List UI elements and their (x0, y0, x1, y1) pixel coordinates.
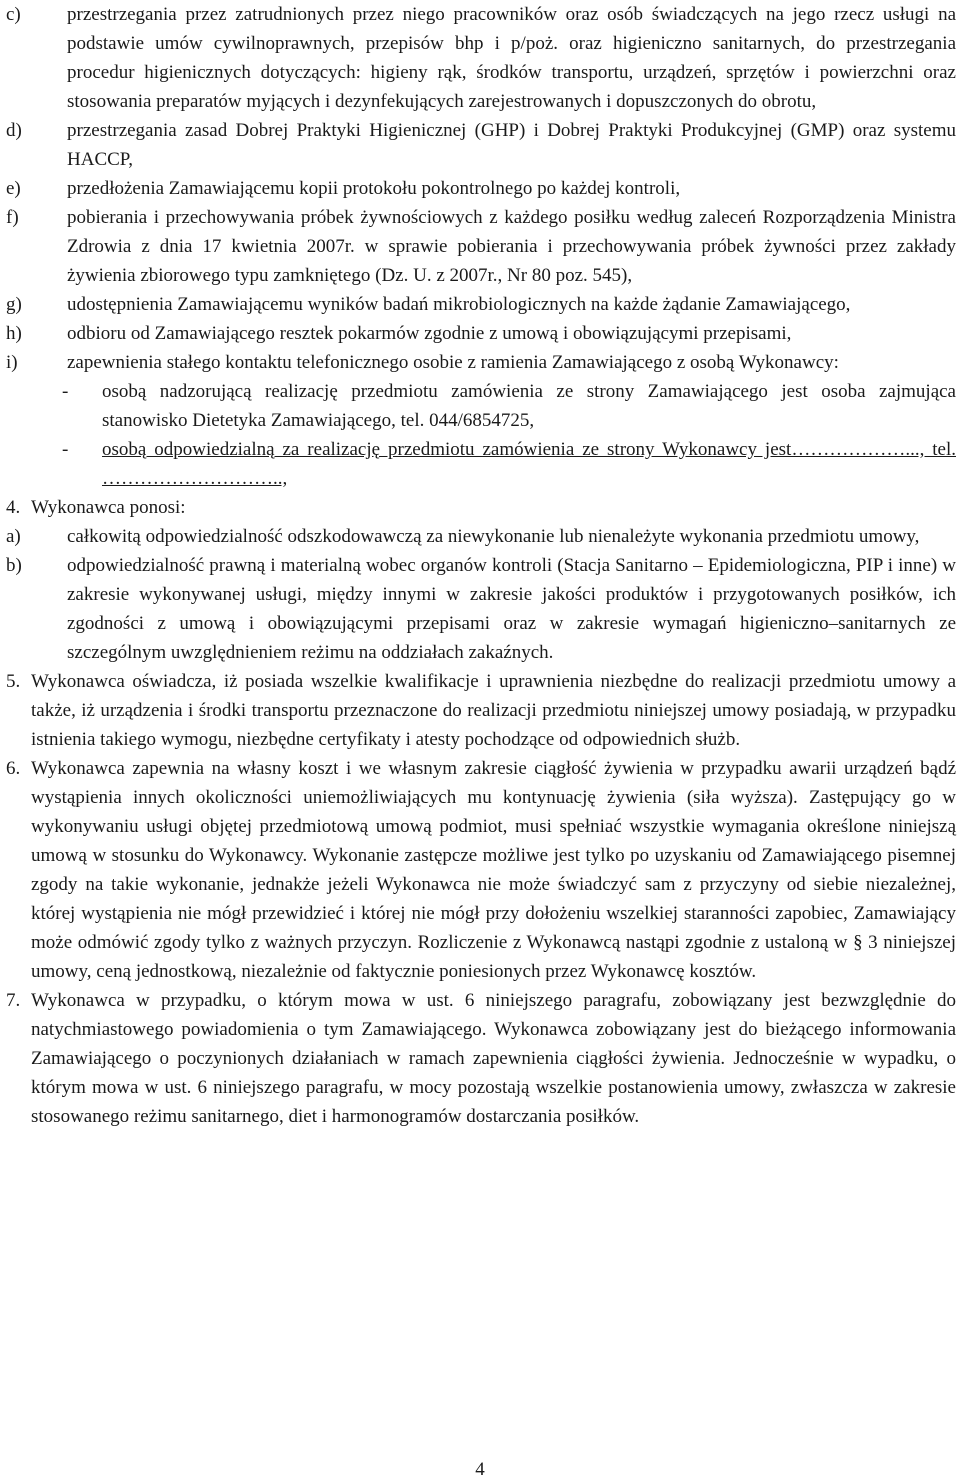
item-label: - (62, 439, 69, 460)
item-label: d) (6, 120, 22, 141)
item-text: przedłożenia Zamawiającemu kopii protokołu pokontrolnego po każdej kontroli, (67, 178, 681, 199)
item-label: b) (6, 555, 22, 576)
dash-item (6, 435, 956, 493)
dash-item (6, 377, 956, 435)
item-text: osobą nadzorującą realizację przedmiotu zamówienia ze strony Zamawiającego jest osoba zajmująca stanowisko Dietetyka Zamawiającego, tel. 044/6854725, (102, 381, 956, 431)
item-label: 6. (6, 758, 21, 779)
item-text: Wykonawca zapewnia na własny koszt i we własnym zakresie ciągłość żywienia w przypadku awarii urządzeń bądź wystąpienia innych okoliczności uniemożliwiających mu kontynuację żywienia (siła wyższa). Zastępujący go w wykonywaniu usługi objętej przedmiotową umową podmiot, musi spełniać wszystkie wymagania określone niniejszą umową w stosunku do Wykonawcy. Wykonanie zastępcze możliwe jest tylko po uzyskaniu od Zamawiającego pisemnej zgody na takie wykonanie, jednakże jeżeli Wykonawca nie może świadczyć sam z przyczyny od siebie niezależnej, której wystąpienia nie mógł przewidzieć i której nie mógł przy dołożeniu wszelkiej staranności zapobiec, Zamawiający może odmówić zgody tylko z ważnych przyczyn. Rozliczenie z Wykonawcą nastąpi zgodnie z ustaloną w § 3 niniejszej umowy, ceną jednostkową, niezależnie od faktycznie poniesionych przez Wykonawcę kosztów. (31, 758, 956, 982)
item-label: 7. (6, 990, 21, 1011)
item-label: i) (6, 352, 18, 373)
item-label: 5. (6, 671, 21, 692)
list-item (6, 203, 956, 290)
item-text: zapewnienia stałego kontaktu telefonicznego osobie z ramienia Zamawiającego z osobą Wykonawcy: (67, 352, 839, 373)
point-number: 4. (6, 497, 21, 518)
list-items-a-b (6, 522, 956, 667)
item-text: odbioru od Zamawiającego resztek pokarmów zgodnie z umową i obowiązującymi przepisami, (67, 323, 792, 344)
item-text: odpowiedzialność prawną i materialną wobec organów kontroli (Stacja Sanitarno – Epidemiologiczna, PIP i inne) w zakresie wykonywanej usługi, między innymi w zakresie jakości produktów i przygotowanych posiłków, ich zgodności z umową i obowiązującymi przepisami oraz w zakresie wymagań higieniczno–sanitarnych ze szczególnym uwzględnieniem reżimu na oddziałach zakaźnych. (67, 555, 956, 663)
list-item (6, 0, 956, 116)
item-text: udostępnienia Zamawiającemu wyników badań mikrobiologicznych na każde żądanie Zamawiającego, (67, 294, 851, 315)
list-item (6, 348, 956, 377)
item-label: c) (6, 4, 21, 25)
item-text: przestrzegania zasad Dobrej Praktyki Higienicznej (GHP) i Dobrej Praktyki Produkcyjnej (GMP) oraz systemu HACCP, (67, 120, 956, 170)
list-item (6, 319, 956, 348)
numbered-point (6, 986, 956, 1131)
item-label: - (62, 381, 69, 402)
point-text: Wykonawca ponosi: (31, 497, 186, 518)
item-text: pobierania i przechowywania próbek żywnościowych z każdego posiłku według zaleceń Rozporządzenia Ministra Zdrowia z dnia 17 kwietnia 2007r. w sprawie pobierania i przechowywania próbek żywności przez zakłady żywienia zbiorowego typu zamkniętego (Dz. U. z 2007r., Nr 80 poz. 545), (67, 207, 956, 286)
list-item (6, 522, 956, 551)
item-label: f) (6, 207, 19, 228)
point-4 (6, 493, 956, 522)
list-item (6, 174, 956, 203)
item-text: Wykonawca oświadcza, iż posiada wszelkie kwalifikacje i uprawnienia niezbędne do realizacji przedmiotu umowy a także, iż urządzenia i środki transportu przeznaczone do realizacji przedmiotu niniejszej umowy posiadają, w przypadku istnienia takiego wymogu, niezbędne certyfikaty i atesty pochodzące od odpowiednich służb. (31, 671, 956, 750)
list-item (6, 290, 956, 319)
item-text: Wykonawca w przypadku, o którym mowa w ust. 6 niniejszego paragrafu, zobowiązany jest bezwzględnie do natychmiastowego powiadomienia o tym Zamawiającego. Wykonawca zobowiązany jest do bieżącego informowania Zamawiającego o poczynionych działaniach w ramach zapewnienia ciągłości żywienia. Jednocześnie w wypadku, o którym mowa w ust. 6 niniejszego paragrafu, w mocy pozostają wszelkie postanowienia umowy, zwłaszcza w zakresie stosowanego reżimu sanitarnego, diet i harmonogramów dostarczania posiłków. (31, 990, 956, 1127)
item-label: e) (6, 178, 21, 199)
numbered-point (6, 667, 956, 754)
item-label: h) (6, 323, 22, 344)
item-label: g) (6, 294, 22, 315)
page-number: 4 (475, 1459, 485, 1480)
contact-persons-list (6, 377, 956, 493)
item-text: przestrzegania przez zatrudnionych przez niego pracowników oraz osób świadczących na jego rzecz usługi na podstawie umów cywilnoprawnych, przepisów bhp i p/poż. oraz higieniczno sanitarnych, do przestrzegania procedur higienicznych dotyczących: higieny rąk, środków transportu, urządzeń, sprzętów i powierzchni oraz stosowania preparatów myjących i dezynfekujących zarejestrowanych i dopuszczonych do obrotu, (67, 4, 956, 112)
item-text: osobą odpowiedzialną za realizację przedmiotu zamówienia ze strony Wykonawcy jest………………..., tel. ……………………….., (102, 439, 956, 489)
item-text: całkowitą odpowiedzialność odszkodowawczą za niewykonanie lub nienależyte wykonania przedmiotu umowy, (67, 526, 920, 547)
list-items-c-to-i (6, 0, 956, 377)
document-body (6, 0, 956, 1131)
list-item (6, 116, 956, 174)
numbered-point (6, 754, 956, 986)
numbered-points (6, 667, 956, 1131)
item-label: a) (6, 526, 21, 547)
list-item (6, 551, 956, 667)
